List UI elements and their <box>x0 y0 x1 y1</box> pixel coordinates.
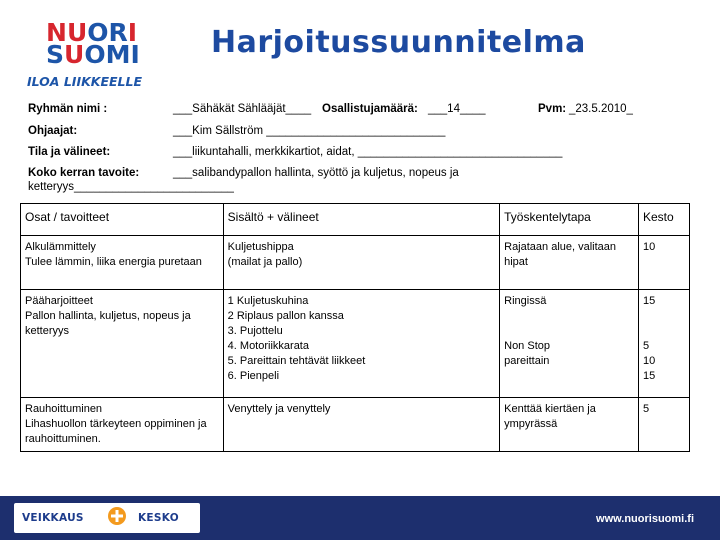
row1-part <box>21 236 224 290</box>
kesko-k-icon <box>107 506 127 526</box>
training-plan-table <box>20 203 690 452</box>
logo-line-2: SUOMI <box>46 40 140 69</box>
goal-label: Koko kerran tavoite: <box>28 167 140 179</box>
row2-part <box>21 290 224 398</box>
row2-method-line: Ringissä <box>504 295 547 307</box>
row3-part-title: Rauhoittuminen <box>25 403 103 415</box>
row1-method <box>500 236 639 290</box>
row1-content-line: Kuljetushippa <box>227 241 294 253</box>
kesko-logo: KESKO <box>138 512 179 524</box>
row3-content-line: Venyttely ja venyttely <box>227 403 331 415</box>
row3-method <box>500 398 639 452</box>
table-row <box>21 398 690 452</box>
group-label: Ryhmän nimi : <box>28 103 108 115</box>
header-content: Sisältö + välineet <box>223 204 499 236</box>
row2-content-line: 4. Motoriikkarata <box>227 340 309 352</box>
veikkaus-logo: VEIKKAUS <box>22 512 84 524</box>
date-value: _23.5.2010_ <box>569 103 633 115</box>
page-title: Harjoitussuunnitelma <box>211 25 586 60</box>
row1-part-goal: Tulee lämmin, liika energia puretaan <box>25 256 202 268</box>
header-method: Työskentelytapa <box>500 204 639 236</box>
table-header-row <box>21 204 690 236</box>
row2-duration-value: 15 <box>643 370 656 382</box>
header-duration: Kesto <box>639 204 690 236</box>
venue-value: ___liikuntahalli, merkkikartiot, aidat, ________________________________ <box>173 146 563 158</box>
table-row <box>21 236 690 290</box>
row2-content-line: 5. Pareittain tehtävät liikkeet <box>227 355 366 367</box>
row2-duration-value: 15 <box>643 295 656 307</box>
coaches-label: Ohjaajat: <box>28 125 78 137</box>
row2-part-goal: Pallon hallinta, kuljetus, nopeus ja ketteryys <box>25 310 191 337</box>
row2-method-line: Non Stop <box>504 340 550 352</box>
website-link[interactable]: www.nuorisuomi.fi <box>596 513 694 525</box>
row3-part <box>21 398 224 452</box>
logo-line-1: NUORI <box>46 18 138 47</box>
row2-content <box>223 290 499 398</box>
venue-label: Tila ja välineet: <box>28 146 111 158</box>
row1-method-line: Rajataan alue, valitaan hipat <box>504 241 617 268</box>
participants-value: ___14____ <box>428 103 486 115</box>
row1-duration-value: 10 <box>643 241 656 253</box>
row2-content-line: 3. Pujottelu <box>227 325 283 337</box>
row2-method <box>500 290 639 398</box>
row2-duration <box>639 290 690 398</box>
goal-value: ___salibandypallon hallinta, syöttö ja kuljetus, nopeus ja <box>173 167 459 179</box>
row1-duration <box>639 236 690 290</box>
row2-content-line: 2 Riplaus pallon kanssa <box>227 310 344 322</box>
row3-part-goal: Lihashuollon tärkeyteen oppiminen ja rauhoittuminen. <box>25 418 207 445</box>
row2-duration-value: 5 <box>643 340 650 352</box>
logo-tagline: ILOA LIIKKEELLE <box>27 74 143 89</box>
row2-content-line: 6. Pienpeli <box>227 370 280 382</box>
coaches-value: ___Kim Sällström ____________________________ <box>173 125 446 137</box>
row2-method-line: pareittain <box>504 355 550 367</box>
date-label: Pvm: <box>538 103 567 115</box>
row3-method-line: Kenttää kiertäen ja ympyrässä <box>504 403 596 430</box>
row3-content <box>223 398 499 452</box>
row2-content-line: 1 Kuljetuskuhina <box>227 295 309 307</box>
group-value: ___Sähäkät Sählääjät____ <box>173 103 312 115</box>
participants-label: Osallistujamäärä: <box>322 103 418 115</box>
row2-part-title: Pääharjoitteet <box>25 295 93 307</box>
row1-part-title: Alkulämmittely <box>25 241 96 253</box>
header-parts: Osat / tavoitteet <box>21 204 224 236</box>
row3-duration <box>639 398 690 452</box>
row1-content-line: (mailat ja pallo) <box>227 256 303 268</box>
goal-value-continued: ketteryys_________________________ <box>28 181 234 193</box>
row1-content <box>223 236 499 290</box>
table-row <box>21 290 690 398</box>
row3-duration-value: 5 <box>643 403 650 415</box>
row2-duration-value: 10 <box>643 355 656 367</box>
